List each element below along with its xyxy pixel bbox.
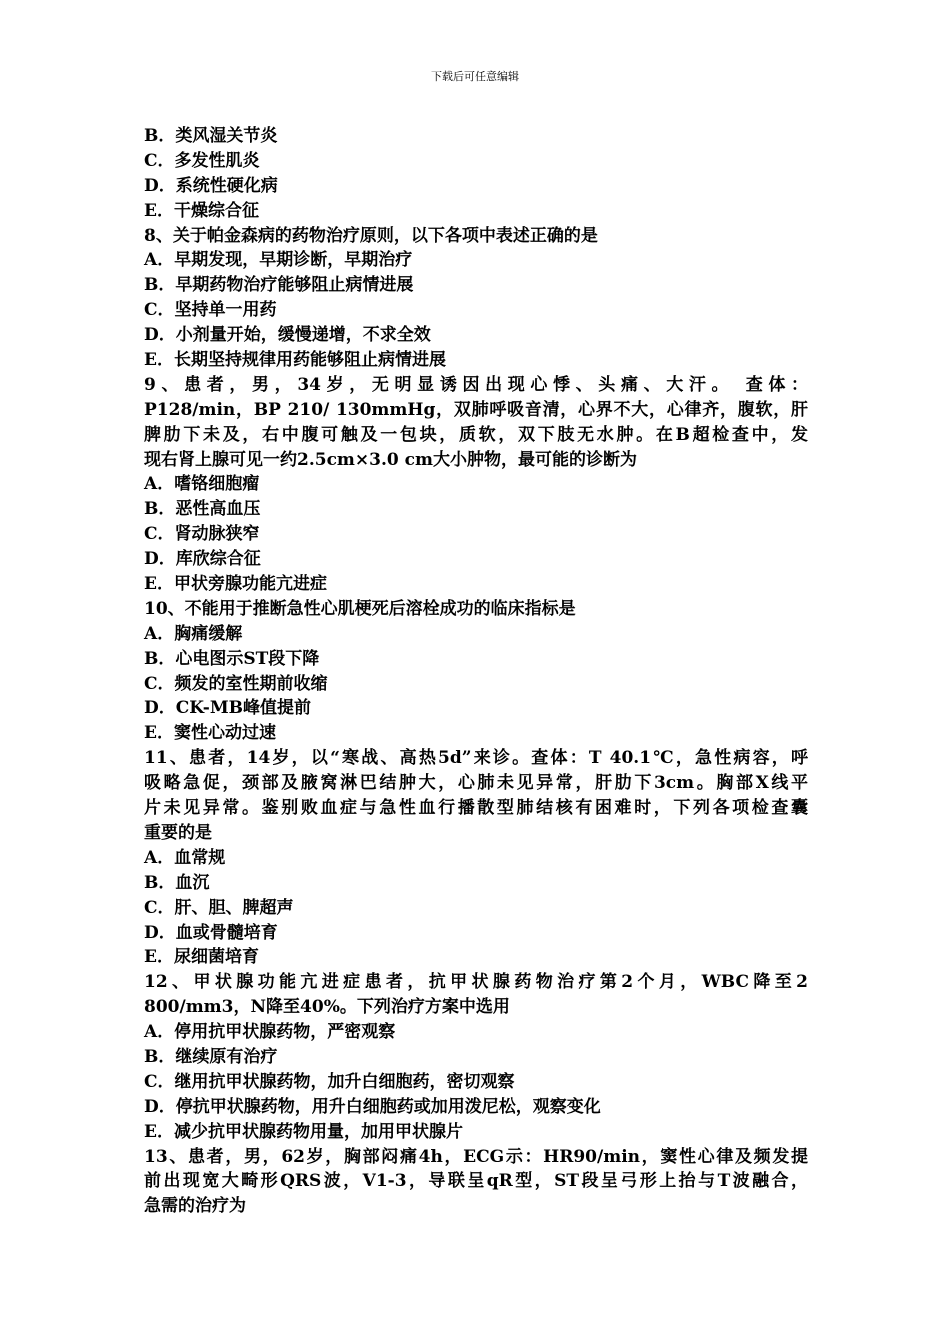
text-line: 13、患者，男，62岁，胸部闷痛4h，ECG示：HR90/min，窦性心律及频发提 bbox=[144, 1146, 808, 1167]
text-line: D．CK-MB峰值提前 bbox=[144, 698, 312, 719]
text-line: E．甲状旁腺功能亢进症 bbox=[144, 574, 327, 595]
text-line: 片未见异常。鉴别败血症与急性血行播散型肺结核有困难时，下列各项检查囊 bbox=[144, 798, 808, 819]
text-line: D．停抗甲状腺药物，用升白细胞药或加用泼尼松，观察变化 bbox=[144, 1096, 601, 1117]
text-line: 10、不能用于推断急性心肌梗死后溶栓成功的临床指标是 bbox=[144, 598, 576, 619]
text-line: 前出现宽大畸形QRS波，V1-3，导联呈qR型，ST段呈弓形上抬与T波融合， bbox=[144, 1171, 808, 1192]
page-header: 下载后可任意编辑 bbox=[431, 70, 519, 83]
text-line: B．类风湿关节炎 bbox=[144, 126, 278, 146]
text-line: 9、患者，男，34岁，无明显诱因出现心悸、头痛、大汗。 查体： bbox=[144, 374, 808, 395]
text-line: D．血或骨髓培育 bbox=[144, 922, 278, 943]
text-line: A．血常规 bbox=[144, 847, 226, 868]
text-line: A．早期发现，早期诊断，早期治疗 bbox=[144, 250, 413, 271]
text-line: E．尿细菌培育 bbox=[144, 947, 259, 968]
text-line: E．长期坚持规律用药能够阻止病情进展 bbox=[144, 350, 446, 371]
text-line: C．多发性肌炎 bbox=[144, 150, 260, 171]
text-line: B．心电图示ST段下降 bbox=[144, 648, 320, 669]
text-line: D．小剂量开始，缓慢递增，不求全效 bbox=[144, 325, 431, 346]
text-line: 重要的是 bbox=[144, 822, 212, 843]
text-line: 12、甲状腺功能亢进症患者，抗甲状腺药物治疗第2个月，WBC降至2 bbox=[144, 972, 808, 993]
text-line: E．干燥综合征 bbox=[144, 200, 259, 221]
text-line: C．坚持单一用药 bbox=[144, 300, 277, 321]
text-line: B．恶性高血压 bbox=[144, 499, 261, 520]
text-line: 8、关于帕金森病的药物治疗原则，以下各项中表述正确的是 bbox=[144, 225, 598, 246]
text-line: B．早期药物治疗能够阻止病情进展 bbox=[144, 275, 414, 296]
text-line: D．系统性硬化病 bbox=[144, 175, 278, 196]
text-line: 脾肋下未及，右中腹可触及一包块，质软，双下肢无水肿。在B超检查中，发 bbox=[144, 424, 808, 445]
text-line: A．停用抗甲状腺药物，严密观察 bbox=[144, 1022, 396, 1043]
text-line: E．窦性心动过速 bbox=[144, 723, 276, 744]
text-line: B．血沉 bbox=[144, 872, 210, 893]
text-line: A．嗜铬细胞瘤 bbox=[144, 474, 260, 495]
text-line: B．继续原有治疗 bbox=[144, 1046, 278, 1067]
text-line: D．库欣综合征 bbox=[144, 549, 261, 570]
text-line: P128/min，BP 210/ 130mmHg，双肺呼吸音清，心界不大，心律齐，腹软，肝 bbox=[144, 399, 808, 420]
text-line: E．减少抗甲状腺药物用量，加用甲状腺片 bbox=[144, 1121, 463, 1142]
text-line: 吸略急促，颈部及腋窝淋巴结肿大，心肺未见异常，肝肋下3cm。胸部X线平 bbox=[144, 773, 808, 794]
text-line: 800/mm3，N降至40%。下列治疗方案中选用 bbox=[144, 997, 510, 1018]
text-line: C．频发的室性期前收缩 bbox=[144, 673, 328, 694]
text-line: C．肾动脉狭窄 bbox=[144, 524, 260, 545]
document-body bbox=[144, 124, 808, 1219]
text-line: C．继用抗甲状腺药物，加升白细胞药，密切观察 bbox=[144, 1071, 515, 1092]
text-line: A．胸痛缓解 bbox=[144, 623, 243, 644]
text-line: 现右肾上腺可见一约2.5cm×3.0 cm大小肿物，最可能的诊断为 bbox=[144, 449, 637, 470]
text-line: 11、患者，14岁，以“寒战、高热5d”来诊。查体：T 40.1℃，急性病容，呼 bbox=[144, 748, 808, 769]
text-line: C．肝、胆、脾超声 bbox=[144, 897, 294, 918]
text-line: 急需的治疗为 bbox=[144, 1196, 246, 1217]
